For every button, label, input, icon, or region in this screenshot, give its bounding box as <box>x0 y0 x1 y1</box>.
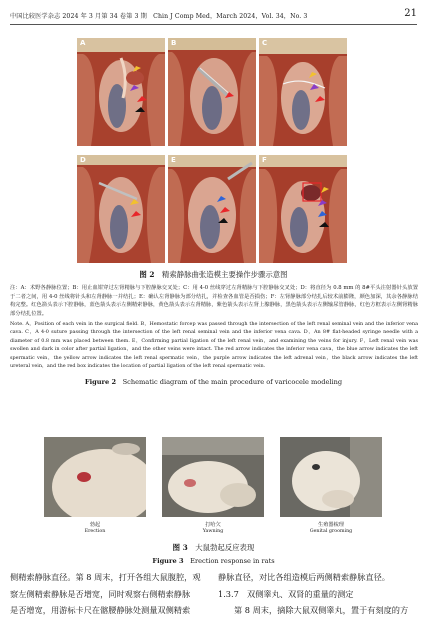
figure-3-label: 图 3 <box>172 543 188 552</box>
body-line: 侧精索静脉直径。第 8 周末，打开各组大鼠腹腔，观 <box>10 572 201 582</box>
figure-3-caption-en <box>0 555 427 565</box>
header-rule <box>10 24 417 25</box>
figure-3-label-en: Genital grooming <box>309 529 353 534</box>
annotation-arrows <box>259 38 347 146</box>
rat-photo-erection <box>44 437 146 517</box>
body-line: 是否增宽，用游标卡尺在髂腰静脉处测量双侧精索 <box>10 605 191 615</box>
annotation-arrows <box>168 155 256 263</box>
figure-3-title-cn: 大鼠勃起反应表现 <box>195 543 255 552</box>
figure-3-label-cn: 打哈欠 <box>205 522 221 528</box>
annotation-arrows <box>77 155 165 263</box>
surgical-photo-b <box>168 38 256 146</box>
annotation-arrows <box>168 38 256 146</box>
surgical-photo-f <box>259 155 347 263</box>
panel-label: F <box>262 156 267 164</box>
figure-3-label-en: Yawning <box>202 529 224 534</box>
page-number: 21 <box>404 8 417 19</box>
body-line: 静脉直径，对比各组造模后两侧精索静脉直径。 <box>218 572 390 582</box>
body-text-right-column <box>218 569 416 619</box>
figure-3-label-en: Erection <box>84 529 106 534</box>
surgical-photo-a <box>77 38 165 146</box>
annotation-arrows <box>77 38 165 146</box>
body-line: 第 8 周末，摘除大鼠双侧睾丸，置于有刻度的方 <box>234 605 409 615</box>
rat-photo-yawning <box>162 437 264 517</box>
figure-2-caption-en <box>0 376 427 386</box>
figure-3-caption-cn <box>0 542 427 553</box>
figure-2-photo-grid <box>77 38 347 264</box>
panel-label: E <box>171 156 176 164</box>
running-header <box>10 8 417 24</box>
panel-label: D <box>80 156 86 164</box>
figure-3-label-en-prefix: Figure 3 <box>152 557 184 565</box>
annotation-arrows <box>259 155 347 263</box>
rat-photo-genital-grooming <box>280 437 382 517</box>
body-text-left-column <box>10 569 208 619</box>
figure-2-label-en: Figure 2 <box>84 378 117 386</box>
journal-citation: 中国比较医学杂志 2024 年 3 月第 34 卷第 3 期 Chin J Comp Med，March 2024，Vol. 34，No. 3 <box>10 13 308 20</box>
panel-label: C <box>262 39 268 47</box>
figure-3-title-en: Erection response in rats <box>190 557 275 565</box>
figure-3-label-cn: 生殖器梳理 <box>318 522 344 528</box>
panel-label: A <box>80 39 86 47</box>
surgical-photo-d <box>77 155 165 263</box>
figure-2-note-cn: 注：A：术野各静脉位置；B：用止血钳穿过左肾精脉与下腔静脉交叉处；C：用 4-0 丝线穿过左肾精脉与下腔静脉交叉处；D：将直径为 0.8 mm 的 8#平头注射器针头放置于二者之间，用 4-0 丝线将针头和左肾静脉一并结扎；E：确认左肾静脉为部分结扎，并检查各血管是否损伤；F：左肾静脉部分结扎后较术前膨隆，颜色加深，其余各静脉结构完整。红色箭头表示下腔静脉，蓝色箭头表示左侧精索静脉，黄色箭头表示左肾精脉，紫色箭头表示左肾上腺静脉，黑色箭头表示左侧输尿管静脉，红色方框表示左侧肾精脉部分结扎位置。 <box>10 285 418 317</box>
figure-2-label-cn: 图 2 <box>139 270 155 279</box>
figure-2-note-en: Note. A，Position of each vein in the surgical field. B，Hemostatic forcep was passed through the intersection of the left renal seminal vein and the inferior vena cava. C，A 4-0 suture passing through the intersection of the left renal seminal vein and the inferior vena cava. D，An 8# flat-headed syringe needle with a diameter of 0.8 mm was placed between them. E，Confirming partial ligation of the left renal vein，and examining the veins for injury. F，Left renal vein was swollen and dark in color after partial ligation，and the other veins were intact. The red arrow indicates the inferior vena cava，the blue arrow indicates the left spermatic vein，the yellow arrow indicates the left renal spermatic vein，the purple arrow indicates the left adrenal vein，the black arrow indicates the left ureteral vein，and the red box indicates the location of partial ligation of the left renal spermatic vein. <box>10 321 418 370</box>
figure-2-title-cn: 精索静脉曲张造模主要操作步骤示意图 <box>161 270 288 279</box>
figure-3-label-cn: 勃起 <box>89 522 101 528</box>
surgical-photo-e <box>168 155 256 263</box>
body-line: 察左侧精索静脉是否增宽，同时观察右侧精索静脉 <box>10 588 191 599</box>
panel-label: B <box>171 39 177 47</box>
figure-2-caption-cn <box>0 269 427 280</box>
section-heading: 1.3.7 双侧睾丸、双肾的重量的测定 <box>218 588 354 599</box>
surgical-photo-c <box>259 38 347 146</box>
figure-2-title-en: Schematic diagram of the main procedure of varicocele modeling <box>122 378 343 386</box>
